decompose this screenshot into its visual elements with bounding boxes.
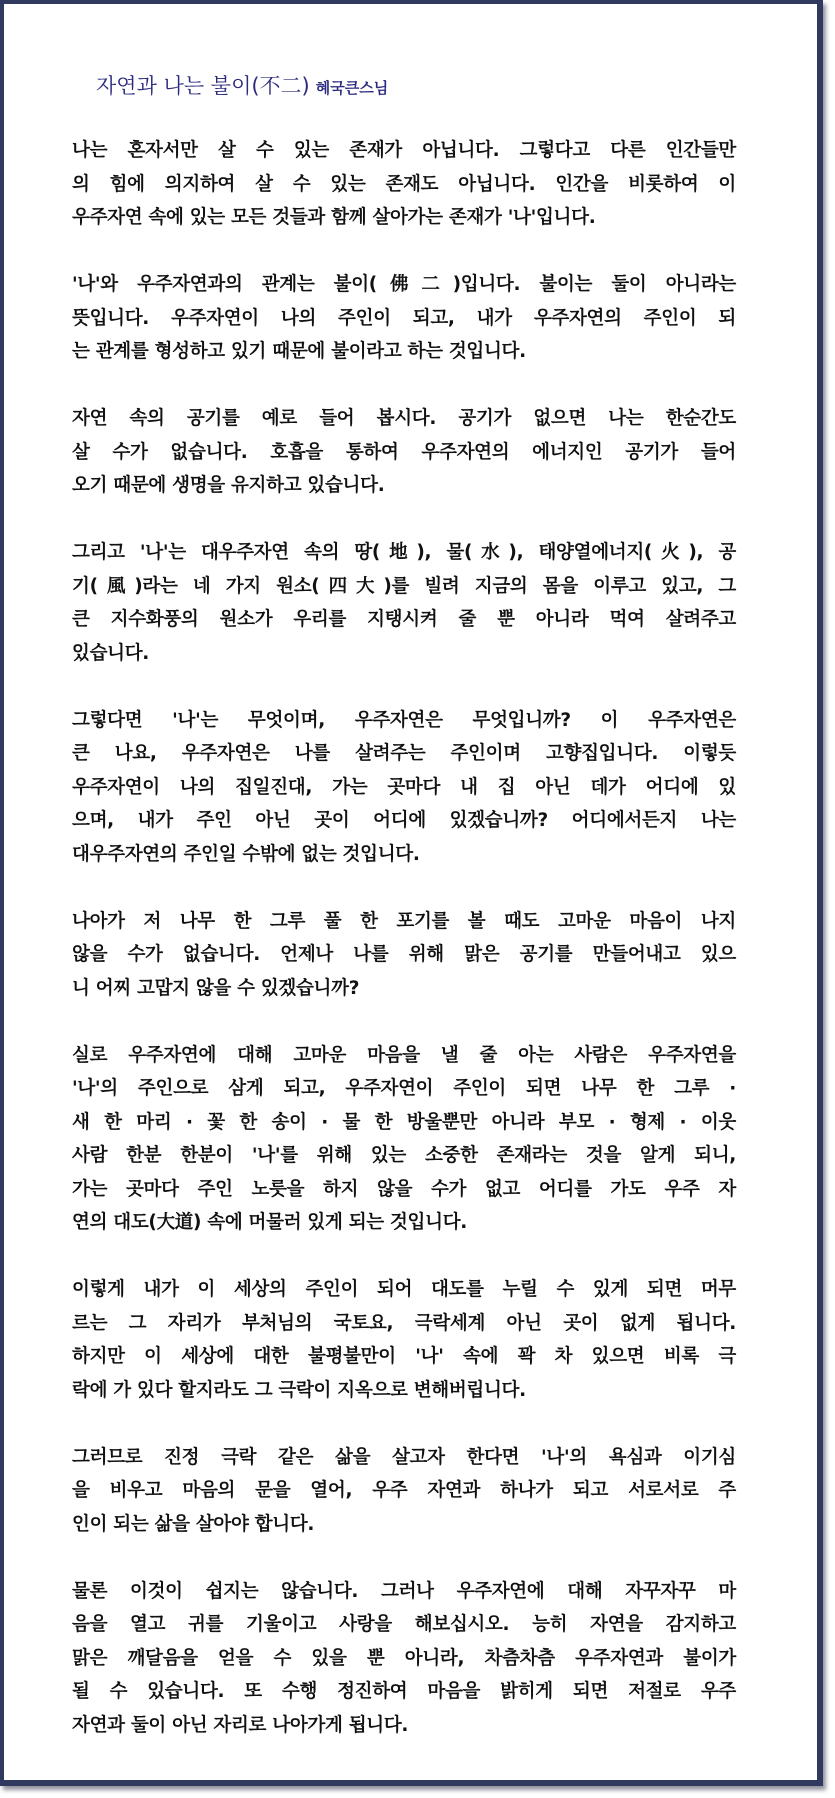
paragraph — [72, 905, 736, 1006]
text-line: 그렇다면 '나'는 무엇이며, 우주자연은 무엇입니까? 이 우주자연은 — [72, 709, 736, 731]
text-line: 물론 이것이 쉽지는 않습니다. 그러나 우주자연에 대해 자꾸자꾸 마 — [72, 1580, 736, 1602]
text-line: 새 한 마리 · 꽃 한 송이 · 물 한 방울뿐만 아니라 부모 · 형제 · 이웃 — [72, 1111, 736, 1133]
text-line: 될 수 있습니다. 또 수행 정진하여 마음을 밝히게 되면 저절로 우주 — [72, 1681, 736, 1702]
text-line: 르는 그 자리가 부처님의 국토요, 극락세계 아닌 곳이 없게 됩니다. — [72, 1312, 736, 1334]
paragraph — [72, 134, 736, 235]
text-line: 나아가 저 나무 한 그루 풀 한 포기를 볼 때도 고마운 마음이 나지 — [72, 910, 736, 932]
text-line: 자연 속의 공기를 예로 들어 봅시다. 공기가 없으면 나는 한순간도 — [72, 408, 736, 429]
text-line: 않을 수가 없습니다. 언제나 나를 위해 맑은 공기를 만들어내고 있으 — [72, 944, 736, 965]
text-line: 는 관계를 형성하고 있기 때문에 불이라고 하는 것입니다. — [72, 341, 526, 362]
text-line: 가는 곳마다 주인 노릇을 하지 않을 수가 없고 어디를 가도 우주 자 — [72, 1178, 736, 1200]
page-title — [96, 70, 388, 100]
text-line: 자연과 둘이 아닌 자리로 나아가게 됩니다. — [72, 1714, 409, 1736]
paragraph — [72, 1039, 736, 1240]
text-line: 우주자연이 나의 집일진대, 가는 곳마다 내 집 아닌 데가 어디에 있 — [72, 776, 736, 798]
text-line: 니 어찌 고맙지 않을 수 있겠습니까? — [72, 977, 360, 999]
text-line: 오기 때문에 생명을 유지하고 있습니다. — [72, 475, 385, 496]
paragraph — [72, 536, 736, 670]
text-line: 의 힘에 의지하여 살 수 있는 존재도 아닙니다. 인간을 비롯하여 이 — [72, 173, 736, 195]
paragraph — [72, 1441, 736, 1542]
text-line: 으며, 내가 주인 아닌 곳이 어디에 있겠습니까? 어디에서든지 나는 — [72, 810, 736, 831]
text-line: 있습니다. — [72, 642, 150, 664]
paragraph — [72, 1575, 736, 1743]
text-line: 락에 가 있다 할지라도 그 극락이 지옥으로 변해버립니다. — [72, 1379, 526, 1401]
article-body — [72, 134, 736, 1776]
paragraph — [72, 1273, 736, 1407]
text-line: 음을 열고 귀를 기울이고 사랑을 해보십시오. 능히 자연을 감지하고 — [72, 1614, 736, 1635]
text-line: 그러므로 진정 극락 같은 삶을 살고자 한다면 '나'의 욕심과 이기심 — [72, 1446, 736, 1468]
text-line: 사람 한분 한분이 '나'를 위해 있는 소중한 존재라는 것을 알게 되니, — [72, 1145, 736, 1166]
paragraph — [72, 704, 736, 872]
text-line: 대우주자연의 주인일 수밖에 없는 것입니다. — [72, 843, 420, 865]
text-line: 큰 나요, 우주자연은 나를 살려주는 주인이며 고향집입니다. 이렇듯 — [72, 743, 736, 764]
text-line: 맑은 깨달음을 얻을 수 있을 뿐 아니라, 차츰차츰 우주자연과 불이가 — [72, 1647, 736, 1669]
text-line: 기(風)라는 네 가지 원소(四大)를 빌려 지금의 몸을 이루고 있고, 그 — [72, 575, 736, 597]
text-line: 나는 혼자서만 살 수 있는 존재가 아닙니다. 그렇다고 다른 인간들만 — [72, 140, 736, 161]
text-line: '나'와 우주자연과의 관계는 불이(佛二)입니다. 불이는 둘이 아니라는 — [72, 274, 736, 295]
text-line: 이렇게 내가 이 세상의 주인이 되어 대도를 누릴 수 있게 되면 머무 — [72, 1279, 736, 1300]
text-line: 우주자연 속에 있는 모든 것들과 함께 살아가는 존재가 '나'입니다. — [72, 207, 596, 228]
text-line: 연의 대도(大道) 속에 머물러 있게 되는 것입니다. — [72, 1212, 467, 1233]
text-line: 그리고 '나'는 대우주자연 속의 땅(地), 물(水), 태양열에너지(火), 공 — [72, 542, 736, 563]
text-line: 살 수가 없습니다. 호흡을 통하여 우주자연의 에너지인 공기가 들어 — [72, 441, 736, 463]
text-line: '나'의 주인으로 삼게 되고, 우주자연이 주인이 되면 나무 한 그루 · — [72, 1078, 736, 1099]
paragraph — [72, 402, 736, 503]
text-line: 을 비우고 마음의 문을 열어, 우주 자연과 하나가 되고 서로서로 주 — [72, 1480, 736, 1501]
text-line: 실로 우주자연에 대해 고마운 마음을 낼 줄 아는 사람은 우주자연을 — [72, 1044, 736, 1066]
author-name: 혜국큰스님 — [315, 79, 389, 97]
paragraph — [72, 268, 736, 369]
text-line: 인이 되는 삶을 살아야 합니다. — [72, 1513, 315, 1535]
text-line: 큰 지수화풍의 원소가 우리를 지탱시켜 줄 뿐 아니라 먹여 살려주고 — [72, 609, 736, 630]
text-line: 하지만 이 세상에 대한 불평불만이 '나' 속에 꽉 차 있으면 비록 극 — [72, 1346, 736, 1367]
title-text: 자연과 나는 불이(不二) — [96, 74, 310, 98]
text-line: 뜻입니다. 우주자연이 나의 주인이 되고, 내가 우주자연의 주인이 되 — [72, 307, 736, 329]
